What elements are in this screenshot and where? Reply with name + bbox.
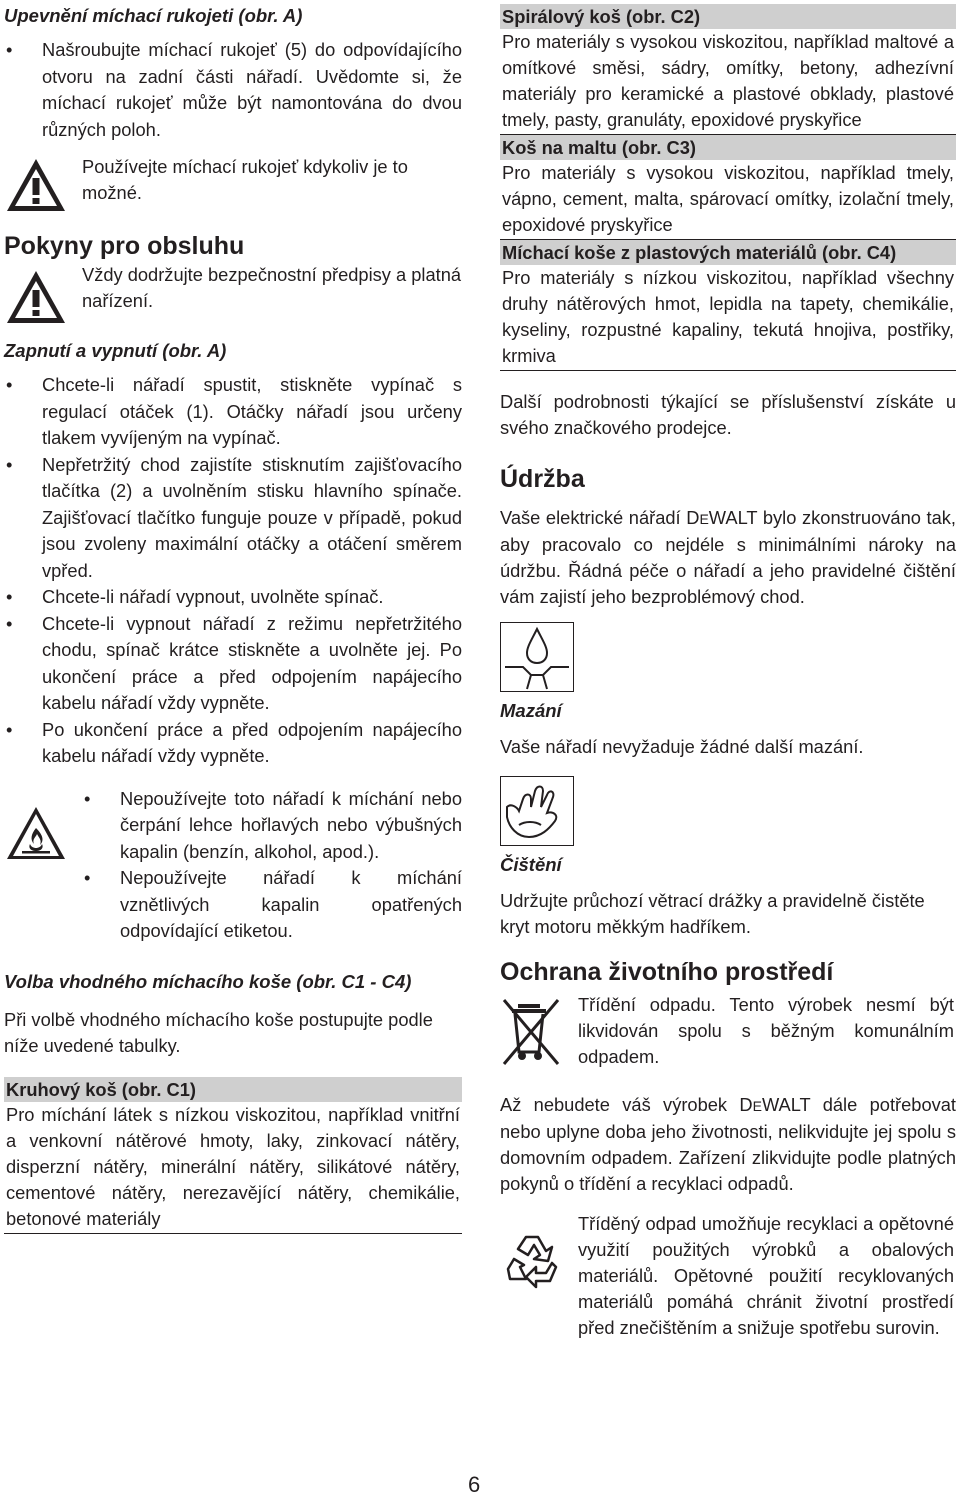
heading-rukojet: Upevnění míchací rukojeti (obr. A) [4,5,303,26]
text-part: WALT bylo zkonstruováno tak, aby pracovalo co nejdéle s minimálními nároky na údržbu. Řádná péče o nářadí a jeho pravidelné čištění vám zajistí jeho bezproblémový chod. [500,507,956,607]
flammable-icon [4,804,68,862]
warning-triangle-icon [4,268,68,326]
warning-triangle-icon [4,156,68,214]
table-cell: Pro míchání látek s nízkou viskozitou, například vnitřní a venkovní nátěrové hmoty, laky, zinkovací nátěry, disperzní nátěry, minerální nátěry, silikátové nátěry, cementové nátěry, nerezavějící nátěry, chemikálie, betonové materiály [4,1102,462,1234]
list-item: • Chcete-li nářadí vypnout, uvolněte spínač. [4,584,462,611]
table-header: Míchací koše z plastových materiálů (obr. C4) [500,240,956,265]
basket-table-left [4,1077,462,1234]
list-fire [82,786,462,945]
heading-obsluha: Pokyny pro obsluhu [4,232,245,260]
paragraph-cisteni: Udržujte průchozí větrací drážky a pravidelně čistěte kryt motoru měkkým hadříkem. [500,890,925,937]
heading-ochrana: Ochrana životního prostředí [500,958,834,986]
list-item: • Chcete-li nářadí spustit, stiskněte vypínač s regulací otáček (1). Otáčky nářadí jsou určeny tlakem vyvíjeným na vypínač. [4,372,462,452]
list-item: • Chcete-li vypnout nářadí z režimu nepřetržitého chodu, spínač krátce stiskněte a uvolněte jej. Po ukončení práce a před odpojením napájecího kabelu nářadí vždy vypněte. [4,611,462,717]
cleaning-hand-icon [500,776,574,846]
table-header: Koš na maltu (obr. C3) [500,135,956,160]
table-cell: Pro materiály s vysokou viskozitou, například maltové a omítkové směsi, sádry, omítky, betony, adhezívní materiály pro keramické a plastové obklady, plastové tmely, pasty, granuláty, epoxidové pryskyřice [500,29,956,135]
warning-rukojet [4,156,462,214]
warning-fire [4,786,462,945]
oil-drop-icon [500,622,574,692]
paragraph-dalsi: Další podrobnosti týkající se příslušenství získáte u svého značkového prodejce. [500,391,956,438]
list-item: • Nepoužívejte toto nářadí k míchání nebo čerpání lehce hořlavých nebo výbušných kapalin (benzín, alkohol, apod.). [82,786,462,866]
list-zapnuti [4,372,462,770]
text-part: Vaše elektrické nářadí D [500,507,700,528]
list-item: • Nepřetržitý chod zajistíte stisknutím zajišťovacího tlačítka (2) a uvolněním stisku hlavního spínače. Zajišťovací tlačítko funguje pouze v případě, pokud jsou zvoleny maximální otáčky a otáčení směrem vpřed. [4,452,462,585]
heading-mazani: Mazání [500,700,562,721]
paragraph-trideni: Třídění odpadu. Tento výrobek nesmí být likvidován spolu s běžným komunálním odpadem. [578,994,954,1067]
text-part: Až nebudete váš výrobek D [500,1094,753,1115]
paragraph-volba: Při volbě vhodného míchacího koše postupujte podle níže uvedené tabulky. [4,1008,433,1056]
paragraph-recyklace: Tříděný odpad umožňuje recyklaci a opětovné využití použitých výrobků a obalových materiálů. Opětovné použití recyklovaných materiálů pomáhá chránit životní prostředí před znečištěním a snižuje spotřebu surovin. [578,1213,954,1338]
trideni-block [500,996,956,1070]
right-column [500,0,956,1341]
crossed-bin-icon [500,996,564,1068]
table-header: Kruhový koš (obr. C1) [4,1077,462,1102]
heading-cisteni: Čištění [500,854,562,875]
left-column [4,0,462,1234]
table-cell: Pro materiály s vysokou viskozitou, například tmely, vápno, cement, malta, spárovací omítky, izolační tmely, epoxidové pryskyřice [500,160,956,240]
paragraph-udrzba [500,505,956,610]
recycle-icon [500,1229,564,1293]
heading-volba: Volba vhodného míchacího koše (obr. C1 - C4) [4,970,412,992]
list-item: • Našroubujte míchací rukojeť (5) do odpovídajícího otvoru na zadní části nářadí. Uvědomte si, že míchací rukojeť může být namontována do dvou různých poloh. [4,37,462,143]
table-cell: Pro materiály s nízkou viskozitou, například všechny druhy nátěrových hmot, lepidla na tapety, chemikálie, kyseliny, rozpustné kapaliny, tekutá hnojiva, postřiky, krmiva [500,265,956,371]
heading-zapnuti: Zapnutí a vypnutí (obr. A) [4,340,227,361]
paragraph-az [500,1092,956,1197]
recyklace-block [500,1215,956,1341]
warning-text: Vždy dodržujte bezpečnostní předpisy a platná nařízení. [82,264,462,311]
list-item: • Nepoužívejte nářadí k míchání vznětlivých kapalin opatřených odpovídající etiketou. [82,865,462,945]
paragraph-mazani: Vaše nářadí nevyžaduje žádné další mazání. [500,736,864,757]
text-part: WALT dále potřebovat nebo uplyne doba jeho životnosti, nelikvidujte jej spolu s domovním odpadem. Zařízení zlikvidujte podle platných pokynů o třídění a recyklaci odpadů. [500,1094,957,1194]
warning-text: Používejte míchací rukojeť kdykoliv je to možné. [82,156,408,203]
text-part: E [699,511,709,527]
table-header: Spirálový koš (obr. C2) [500,4,956,29]
list-item: • Po ukončení práce a před odpojením napájecího kabelu nářadí vždy vypněte. [4,717,462,770]
warning-obsluha [4,264,462,326]
page-number: 6 [468,1472,481,1497]
list-rukojet [4,37,462,143]
basket-table-right [500,4,956,371]
heading-udrzba: Údržba [500,465,585,493]
text-part: E [752,1098,762,1114]
